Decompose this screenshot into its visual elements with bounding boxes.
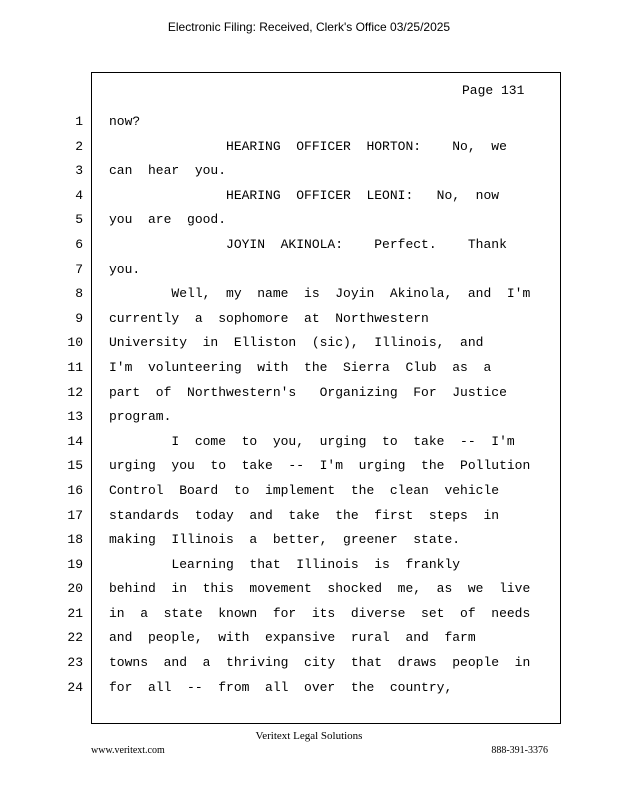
- line-number: 5: [75, 212, 83, 228]
- line-number: 19: [67, 556, 83, 572]
- transcript-line: making Illinois a better, greener state.: [109, 532, 461, 548]
- page-number: Page 131: [462, 83, 525, 98]
- line-number: 14: [67, 433, 83, 449]
- footer-phone: 888-391-3376: [491, 745, 548, 756]
- line-number: 9: [75, 310, 83, 326]
- footer-company: Veritext Legal Solutions: [255, 730, 363, 742]
- transcript-line: can hear you.: [109, 163, 227, 179]
- transcript-line: for all -- from all over the country,: [109, 679, 453, 695]
- transcript-line: University in Elliston (sic), Illinois, and: [109, 335, 484, 351]
- transcript-line: currently a sophomore at Northwestern: [109, 310, 429, 326]
- line-number: 13: [67, 409, 83, 425]
- line-number: 15: [67, 458, 83, 474]
- transcript-line: Control Board to implement the clean vehicle: [109, 482, 500, 498]
- transcript-line: JOYIN AKINOLA: Perfect. Thank: [109, 236, 507, 252]
- line-number: 1: [75, 114, 83, 129]
- line-number: 11: [67, 359, 83, 375]
- transcript-line: Well, my name is Joyin Akinola, and I'm: [109, 286, 531, 302]
- line-number: 7: [75, 261, 83, 277]
- line-number: 10: [67, 335, 83, 351]
- transcript-line: I come to you, urging to take -- I'm: [109, 433, 515, 449]
- transcript-line: part of Northwestern's Organizing For Justice: [109, 384, 507, 400]
- line-number-column: [55, 114, 83, 704]
- transcript-line: I'm volunteering with the Sierra Club as a: [109, 359, 492, 375]
- transcript-text: [109, 114, 549, 704]
- line-number: 16: [67, 482, 83, 498]
- line-number: 23: [67, 655, 83, 671]
- transcript-line: standards today and take the first steps in: [109, 507, 500, 523]
- transcript-line: you are good.: [109, 212, 227, 228]
- transcript-line: HEARING OFFICER LEONI: No, now: [109, 187, 500, 203]
- line-number: 12: [67, 384, 83, 400]
- transcript-line: HEARING OFFICER HORTON: No, we: [109, 138, 507, 154]
- line-number: 18: [67, 532, 83, 548]
- line-number: 24: [67, 679, 83, 695]
- filing-stamp: Electronic Filing: Received, Clerk's Office 03/25/2025: [167, 20, 451, 34]
- line-number: 22: [67, 630, 83, 646]
- transcript-line: now?: [109, 114, 141, 129]
- transcript-line: Learning that Illinois is frankly: [109, 556, 461, 572]
- footer-website: www.veritext.com: [91, 745, 165, 756]
- transcript-line: in a state known for its diverse set of needs: [109, 605, 531, 621]
- line-number: 6: [75, 236, 83, 252]
- line-number: 4: [75, 187, 83, 203]
- transcript-line: program.: [109, 409, 172, 425]
- transcript-line: towns and a thriving city that draws people in: [109, 655, 531, 671]
- line-number: 8: [75, 286, 83, 302]
- transcript-line: and people, with expansive rural and farm: [109, 630, 476, 646]
- transcript-line: behind in this movement shocked me, as we live: [109, 581, 531, 597]
- line-number: 17: [67, 507, 83, 523]
- line-number: 3: [75, 163, 83, 179]
- line-number: 21: [67, 605, 83, 621]
- line-number: 2: [75, 138, 83, 154]
- transcript-line: urging you to take -- I'm urging the Pollution: [109, 458, 531, 474]
- line-number: 20: [67, 581, 83, 597]
- transcript-line: you.: [109, 261, 141, 277]
